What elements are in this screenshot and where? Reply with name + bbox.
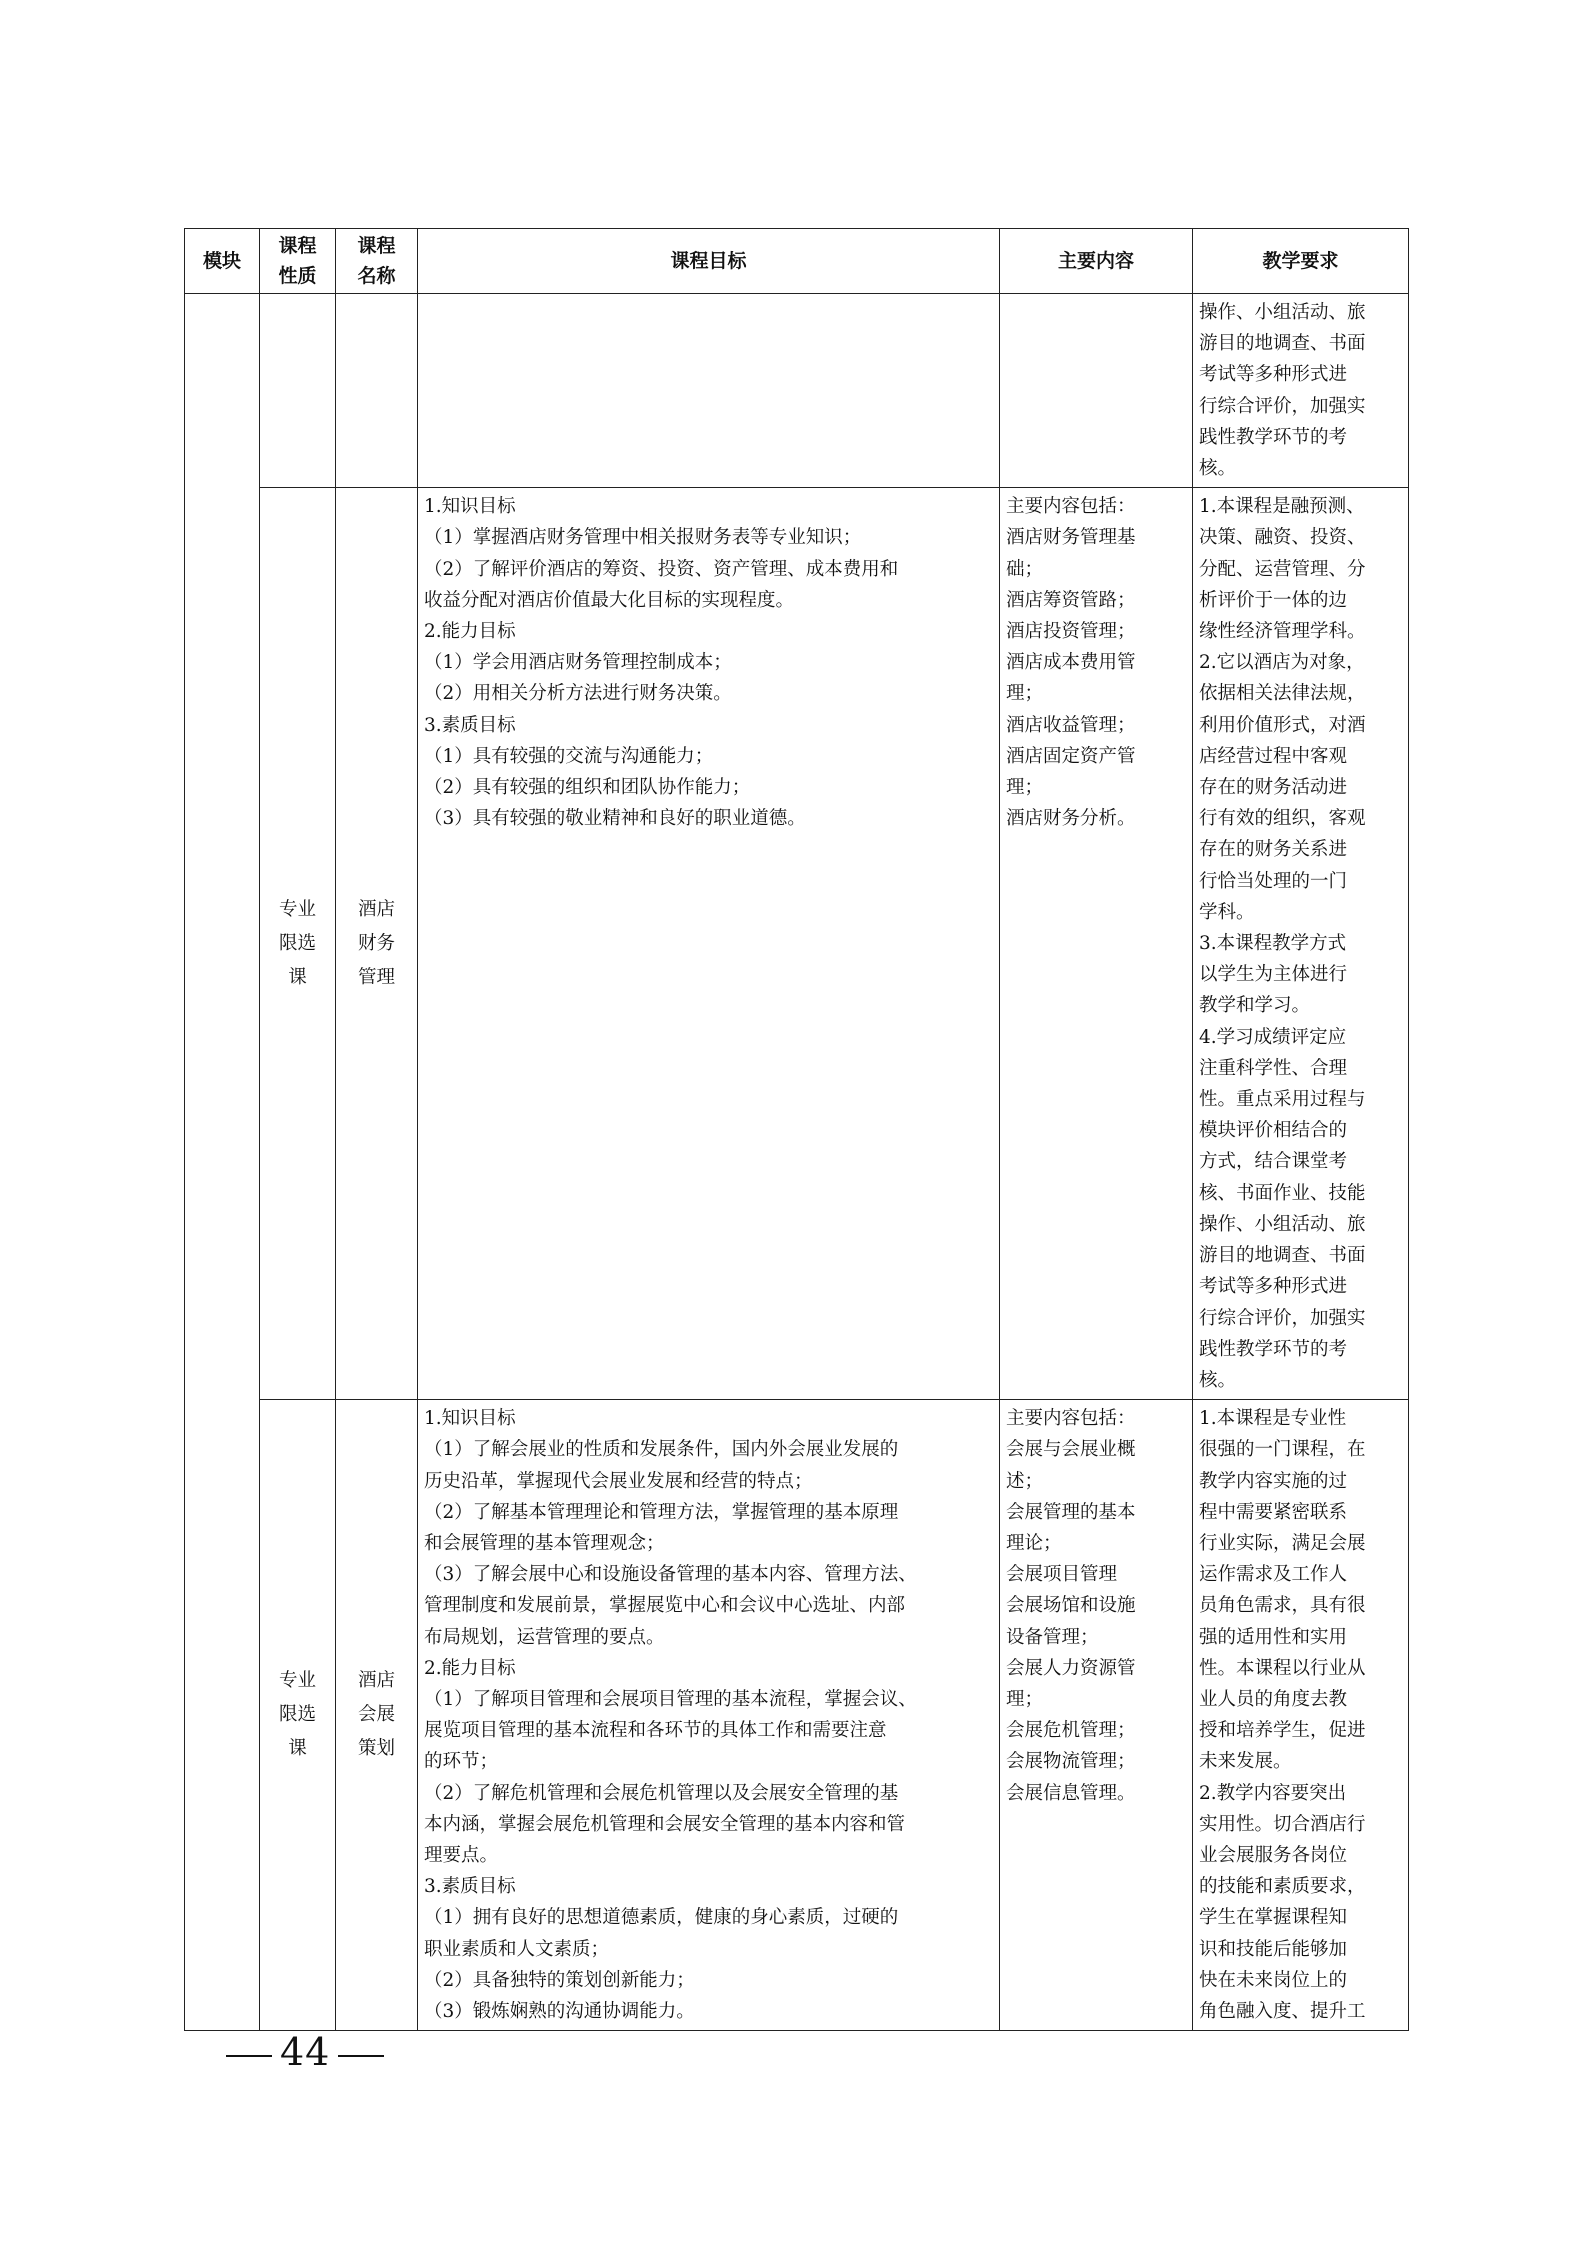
goals-cell bbox=[418, 294, 1000, 488]
content-cell: 主要内容包括： 酒店财务管理基 础； 酒店筹资管路； 酒店投资管理； 酒店成本费用管 理； 酒店收益管理； 酒店固定资产管 理； 酒店财务分析。 bbox=[1000, 488, 1193, 1400]
header-teaching-requirements: 教学要求 bbox=[1193, 229, 1409, 294]
footer-dash-left bbox=[226, 2055, 272, 2057]
table-header-row bbox=[185, 229, 1409, 294]
table-row-continued bbox=[185, 294, 1409, 488]
name-cell: 酒店 会展 策划 bbox=[336, 1400, 418, 2031]
page-number bbox=[218, 2030, 392, 2074]
header-main-content: 主要内容 bbox=[1000, 229, 1193, 294]
content-cell: 主要内容包括： 会展与会展业概 述； 会展管理的基本 理论； 会展项目管理 会展场馆和设施 设备管理； 会展人力资源管 理； 会展危机管理； 会展物流管理； 会展信息管理。 bbox=[1000, 1400, 1193, 2031]
requirements-cell: 1.本课程是专业性 很强的一门课程，在 教学内容实施的过 程中需要紧密联系 行业实际，满足会展 运作需求及工作人 员角色需求，具有很 强的适用性和实用 性。本课程以行业从 业人员的角度去教 授和培养学生，促进 未来发展。 2.教学内容要突出 实用性。切合酒店行 业会展服务各岗位 的技能和素质要求， 学生在掌握课程知 识和技能后能够加 快在未来岗位上的 角色融入度、提升工 bbox=[1193, 1400, 1409, 2031]
nature-cell: 专业 限选 课 bbox=[260, 488, 336, 1400]
header-course-goals: 课程目标 bbox=[418, 229, 1000, 294]
nature-cell bbox=[260, 294, 336, 488]
requirements-cell: 1.本课程是融预测、 决策、融资、投资、 分配、运营管理、分 析评价于一体的边 缘性经济管理学科。 2.它以酒店为对象， 依据相关法律法规， 利用价值形式，对酒 店经营过程中客观 存在的财务活动进 行有效的组织，客观 存在的财务关系进 行恰当处理的一门 学科。 3.本课程教学方式 以学生为主体进行 教学和学习。 4.学习成绩评定应 注重科学性、合理 性。重点采用过程与 模块评价相结合的 方式，结合课堂考 核、书面作业、技能 操作、小组活动、旅 游目的地调查、书面 考试等多种形式进 行综合评价，加强实 践性教学环节的考 核。 bbox=[1193, 488, 1409, 1400]
requirements-cell: 操作、小组活动、旅 游目的地调查、书面 考试等多种形式进 行综合评价，加强实 践性教学环节的考 核。 bbox=[1193, 294, 1409, 488]
goals-cell: 1.知识目标 （1）掌握酒店财务管理中相关报财务表等专业知识； （2）了解评价酒店的筹资、投资、资产管理、成本费用和 收益分配对酒店价值最大化目标的实现程度。 2.能力目标 （1）学会用酒店财务管理控制成本； （2）用相关分析方法进行财务决策。 3.素质目标 （1）具有较强的交流与沟通能力； （2）具有较强的组织和团队协作能力； （3）具有较强的敬业精神和良好的职业道德。 bbox=[418, 488, 1000, 1400]
module-cell bbox=[185, 294, 260, 2031]
table-row-hotel-exhibition bbox=[185, 1400, 1409, 2031]
name-cell: 酒店 财务 管理 bbox=[336, 488, 418, 1400]
header-module: 模块 bbox=[185, 229, 260, 294]
nature-cell: 专业 限选 课 bbox=[260, 1400, 336, 2031]
name-cell bbox=[336, 294, 418, 488]
footer-dash-right bbox=[338, 2055, 384, 2057]
table-row-hotel-finance bbox=[185, 488, 1409, 1400]
page-number-text: 44 bbox=[280, 2030, 331, 2074]
header-course-name: 课程 名称 bbox=[336, 229, 418, 294]
content-cell bbox=[1000, 294, 1193, 488]
course-table bbox=[184, 228, 1409, 2031]
goals-cell: 1.知识目标 （1）了解会展业的性质和发展条件，国内外会展业发展的 历史沿革，掌握现代会展业发展和经营的特点； （2）了解基本管理理论和管理方法，掌握管理的基本原理 和会展管理的基本管理观念； （3）了解会展中心和设施设备管理的基本内容、管理方法、 管理制度和发展前景，掌握展览中心和会议中心选址、内部 布局规划，运营管理的要点。 2.能力目标 （1）了解项目管理和会展项目管理的基本流程，掌握会议、 展览项目管理的基本流程和各环节的具体工作和需要注意 的环节； （2）了解危机管理和会展危机管理以及会展安全管理的基 本内涵，掌握会展危机管理和会展安全管理的基本内容和管 理要点。 3.素质目标 （1）拥有良好的思想道德素质，健康的身心素质，过硬的 职业素质和人文素质； （2）具备独特的策划创新能力； （3）锻炼娴熟的沟通协调能力。 bbox=[418, 1400, 1000, 2031]
header-course-nature: 课程 性质 bbox=[260, 229, 336, 294]
